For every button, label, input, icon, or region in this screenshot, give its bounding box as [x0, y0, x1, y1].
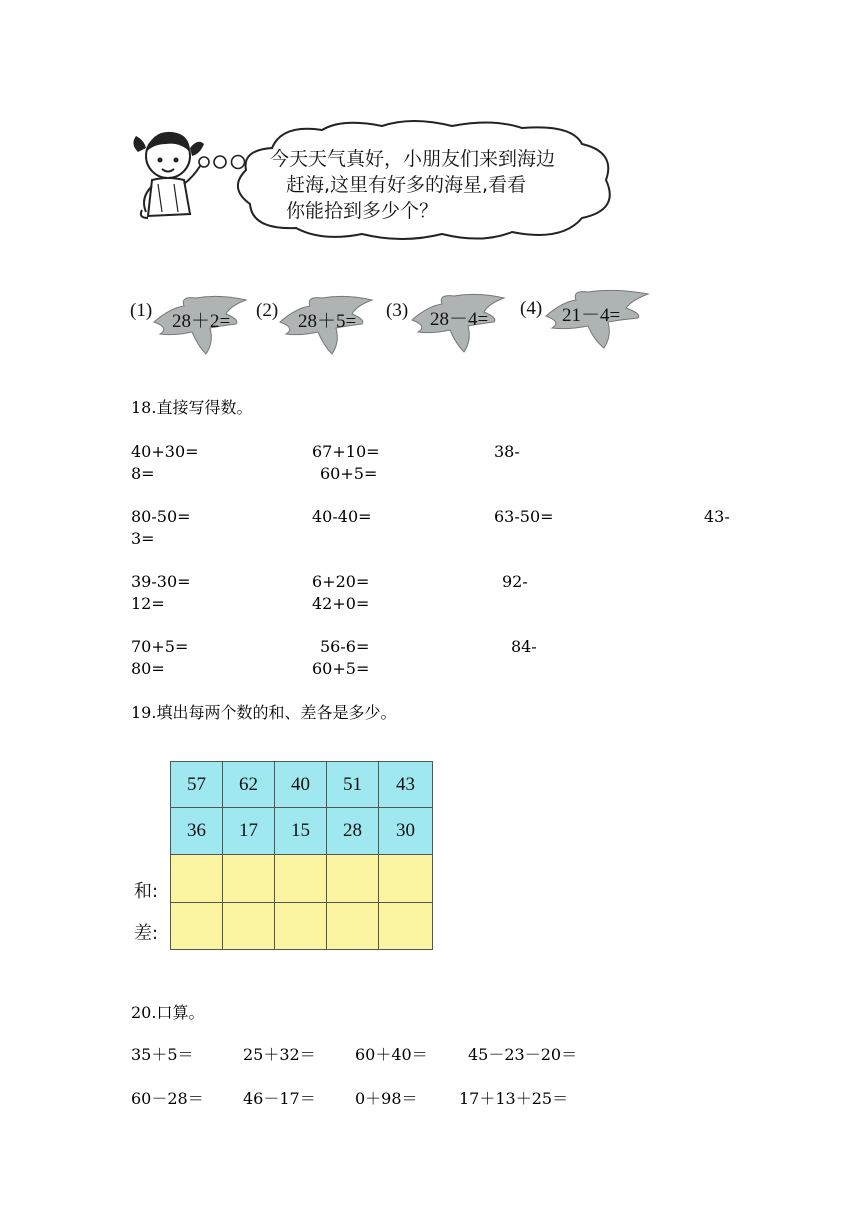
grid-cell-number: 51	[326, 761, 379, 808]
q18-item: 60+5=	[320, 464, 378, 483]
starfish-number: (1)	[130, 300, 153, 321]
speech-line-3: 你能拾到多少个？	[286, 200, 439, 222]
starfish-item-3	[386, 288, 516, 358]
q18-item: 12=	[131, 594, 165, 613]
grid-cell-number: 28	[326, 807, 379, 855]
sum-label: 和:	[134, 881, 159, 902]
grid-cell-number: 57	[170, 761, 223, 808]
sum-answer-cell[interactable]	[170, 854, 223, 903]
q18-item: 42+0=	[312, 594, 370, 613]
q20-item: 25＋32＝	[243, 1045, 316, 1064]
sum-answer-cell[interactable]	[378, 854, 433, 903]
starfish-item-1	[128, 288, 258, 358]
starfish-expression: 28－4=	[430, 309, 489, 330]
starfish-expression: 21－4=	[562, 305, 621, 326]
q18-item: 39-30=	[131, 572, 191, 591]
starfish-number: (2)	[256, 300, 279, 321]
q18-item: 92-	[502, 572, 528, 591]
q18-item: 3=	[131, 529, 155, 548]
diff-answer-cell[interactable]	[378, 902, 433, 950]
diff-answer-cell[interactable]	[326, 902, 379, 950]
q18-item: 8=	[131, 464, 155, 483]
intro-illustration	[128, 118, 628, 248]
q18-title: 18.直接写得数。	[131, 398, 253, 417]
starfish-item-2	[256, 288, 386, 358]
q20-item: 60－28＝	[131, 1089, 204, 1108]
q18-item: 6+20=	[312, 572, 370, 591]
q20-item: 0＋98＝	[355, 1089, 418, 1108]
q20-title: 20.口算。	[131, 1003, 205, 1022]
diff-answer-cell[interactable]	[222, 902, 275, 950]
diff-answer-cell[interactable]	[274, 902, 327, 950]
starfish-item-4	[520, 288, 658, 358]
q19-grid	[130, 761, 436, 951]
q20-item: 45－23－20＝	[468, 1045, 578, 1064]
sum-answer-cell[interactable]	[326, 854, 379, 903]
q18-item: 40-40=	[312, 507, 372, 526]
q18-item: 60+5=	[312, 659, 370, 678]
sum-answer-cell[interactable]	[274, 854, 327, 903]
diff-answer-cell[interactable]	[170, 902, 223, 950]
grid-cell-number: 43	[378, 761, 433, 808]
grid-cell-number: 15	[274, 807, 327, 855]
grid-cell-number: 40	[274, 761, 327, 808]
q18-item: 40+30=	[131, 442, 199, 461]
q19-title: 19.填出每两个数的和、差各是多少。	[131, 703, 397, 722]
q18-item: 70+5=	[131, 637, 189, 656]
starfish-number: (3)	[386, 300, 409, 321]
q18-item: 63-50=	[494, 507, 554, 526]
girl-illustration	[128, 122, 248, 232]
sum-answer-cell[interactable]	[222, 854, 275, 903]
q18-item: 43-	[704, 507, 730, 526]
speech-text	[270, 146, 555, 224]
grid-cell-number: 30	[378, 807, 433, 855]
q18-item: 84-	[511, 637, 537, 656]
diff-label: 差:	[134, 923, 159, 944]
q18-item: 56-6=	[320, 637, 370, 656]
q18-item: 80-50=	[131, 507, 191, 526]
grid-cell-number: 17	[222, 807, 275, 855]
starfish-expression: 28＋5=	[298, 311, 357, 332]
speech-line-1: 今天天气真好，小朋友们来到海边	[270, 148, 556, 170]
grid-cell-number: 62	[222, 761, 275, 808]
q20-item: 46－17＝	[243, 1089, 316, 1108]
starfish-expression: 28＋2=	[172, 311, 231, 332]
q20-item: 35＋5＝	[131, 1045, 194, 1064]
grid-cell-number: 36	[170, 807, 223, 855]
starfish-row	[128, 288, 658, 358]
q20-item: 60＋40＝	[355, 1045, 428, 1064]
starfish-number: (4)	[520, 298, 543, 319]
q18-item: 67+10=	[312, 442, 380, 461]
q20-item: 17＋13＋25＝	[459, 1089, 569, 1108]
q18-item: 38-	[494, 442, 520, 461]
q18-item: 80=	[131, 659, 165, 678]
speech-line-2: 赶海,这里有好多的海星,看看	[286, 174, 527, 196]
